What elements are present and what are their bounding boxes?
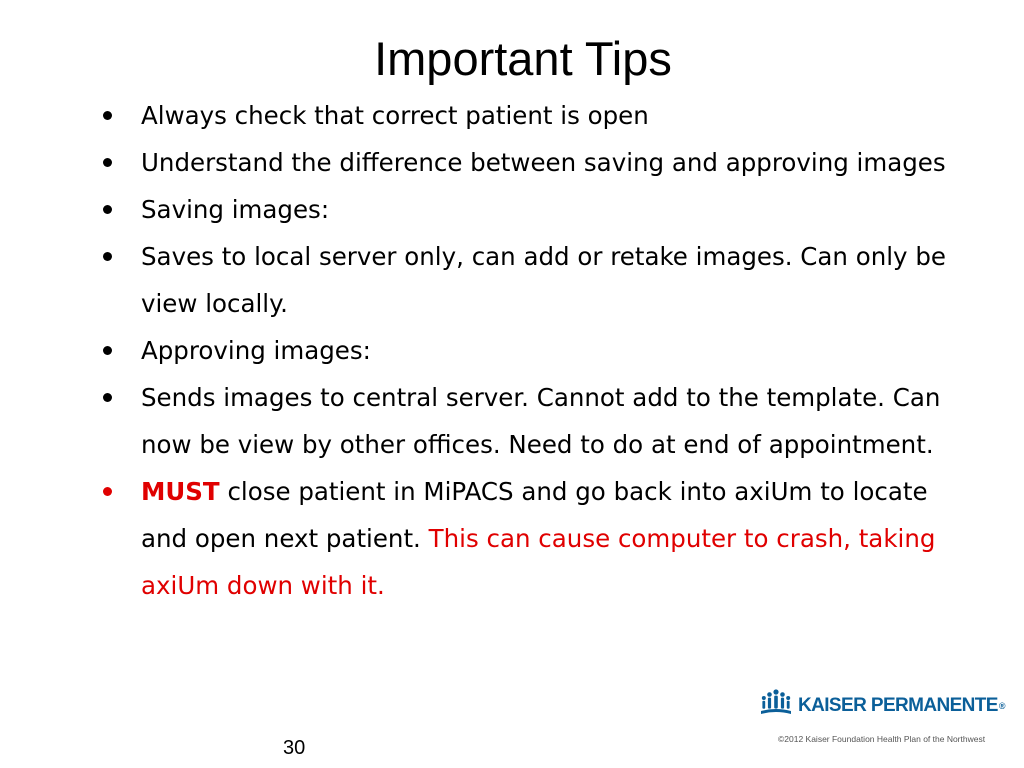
bullet-item <box>96 139 956 186</box>
copyright-notice: ©2012 Kaiser Foundation Health Plan of the Northwest <box>778 734 986 744</box>
emphasis-text: MUST <box>141 477 220 506</box>
bullet-list <box>96 92 956 609</box>
bullet-dot-icon <box>103 393 112 402</box>
bullet-text: Understand the difference between saving and approving images <box>141 148 946 177</box>
bullet-item <box>96 92 956 139</box>
people-logo-icon <box>760 688 792 718</box>
bullet-dot-icon <box>103 252 112 261</box>
bullet-dot-icon <box>103 158 112 167</box>
bullet-dot-icon <box>103 487 112 496</box>
bullet-item <box>96 186 956 233</box>
page-number: 30 <box>283 737 306 759</box>
slide-title: Important Tips <box>374 32 672 85</box>
bullet-dot-icon <box>103 346 112 355</box>
warning-text: This can cause computer to crash, taking axiUm down with it. <box>141 524 936 600</box>
bullet-text: Sends images to central server. Cannot add to the template. Can now be view by other offices. Need to do at end of appointment. <box>141 383 941 459</box>
logo-wordmark: KAISER PERMANENTE <box>798 695 998 716</box>
bullet-item <box>96 233 956 327</box>
kaiser-permanente-logo <box>758 688 1008 724</box>
bullet-text: Always check that correct patient is open <box>141 101 649 130</box>
bullet-item <box>96 374 956 468</box>
bullet-text: Saving images: <box>141 195 330 224</box>
bullet-text: close patient in MiPACS and go back into axiUm to locate and open next patient. <box>141 477 928 553</box>
bullet-item <box>96 327 956 374</box>
bullet-dot-icon <box>103 205 112 214</box>
bullet-item-warning <box>96 468 956 609</box>
bullet-dot-icon <box>103 111 112 120</box>
bullet-text: Approving images: <box>141 336 371 365</box>
registered-mark: ® <box>998 701 1005 711</box>
bullet-text: Saves to local server only, can add or retake images. Can only be view locally. <box>141 242 946 318</box>
logo-text <box>798 695 1005 717</box>
